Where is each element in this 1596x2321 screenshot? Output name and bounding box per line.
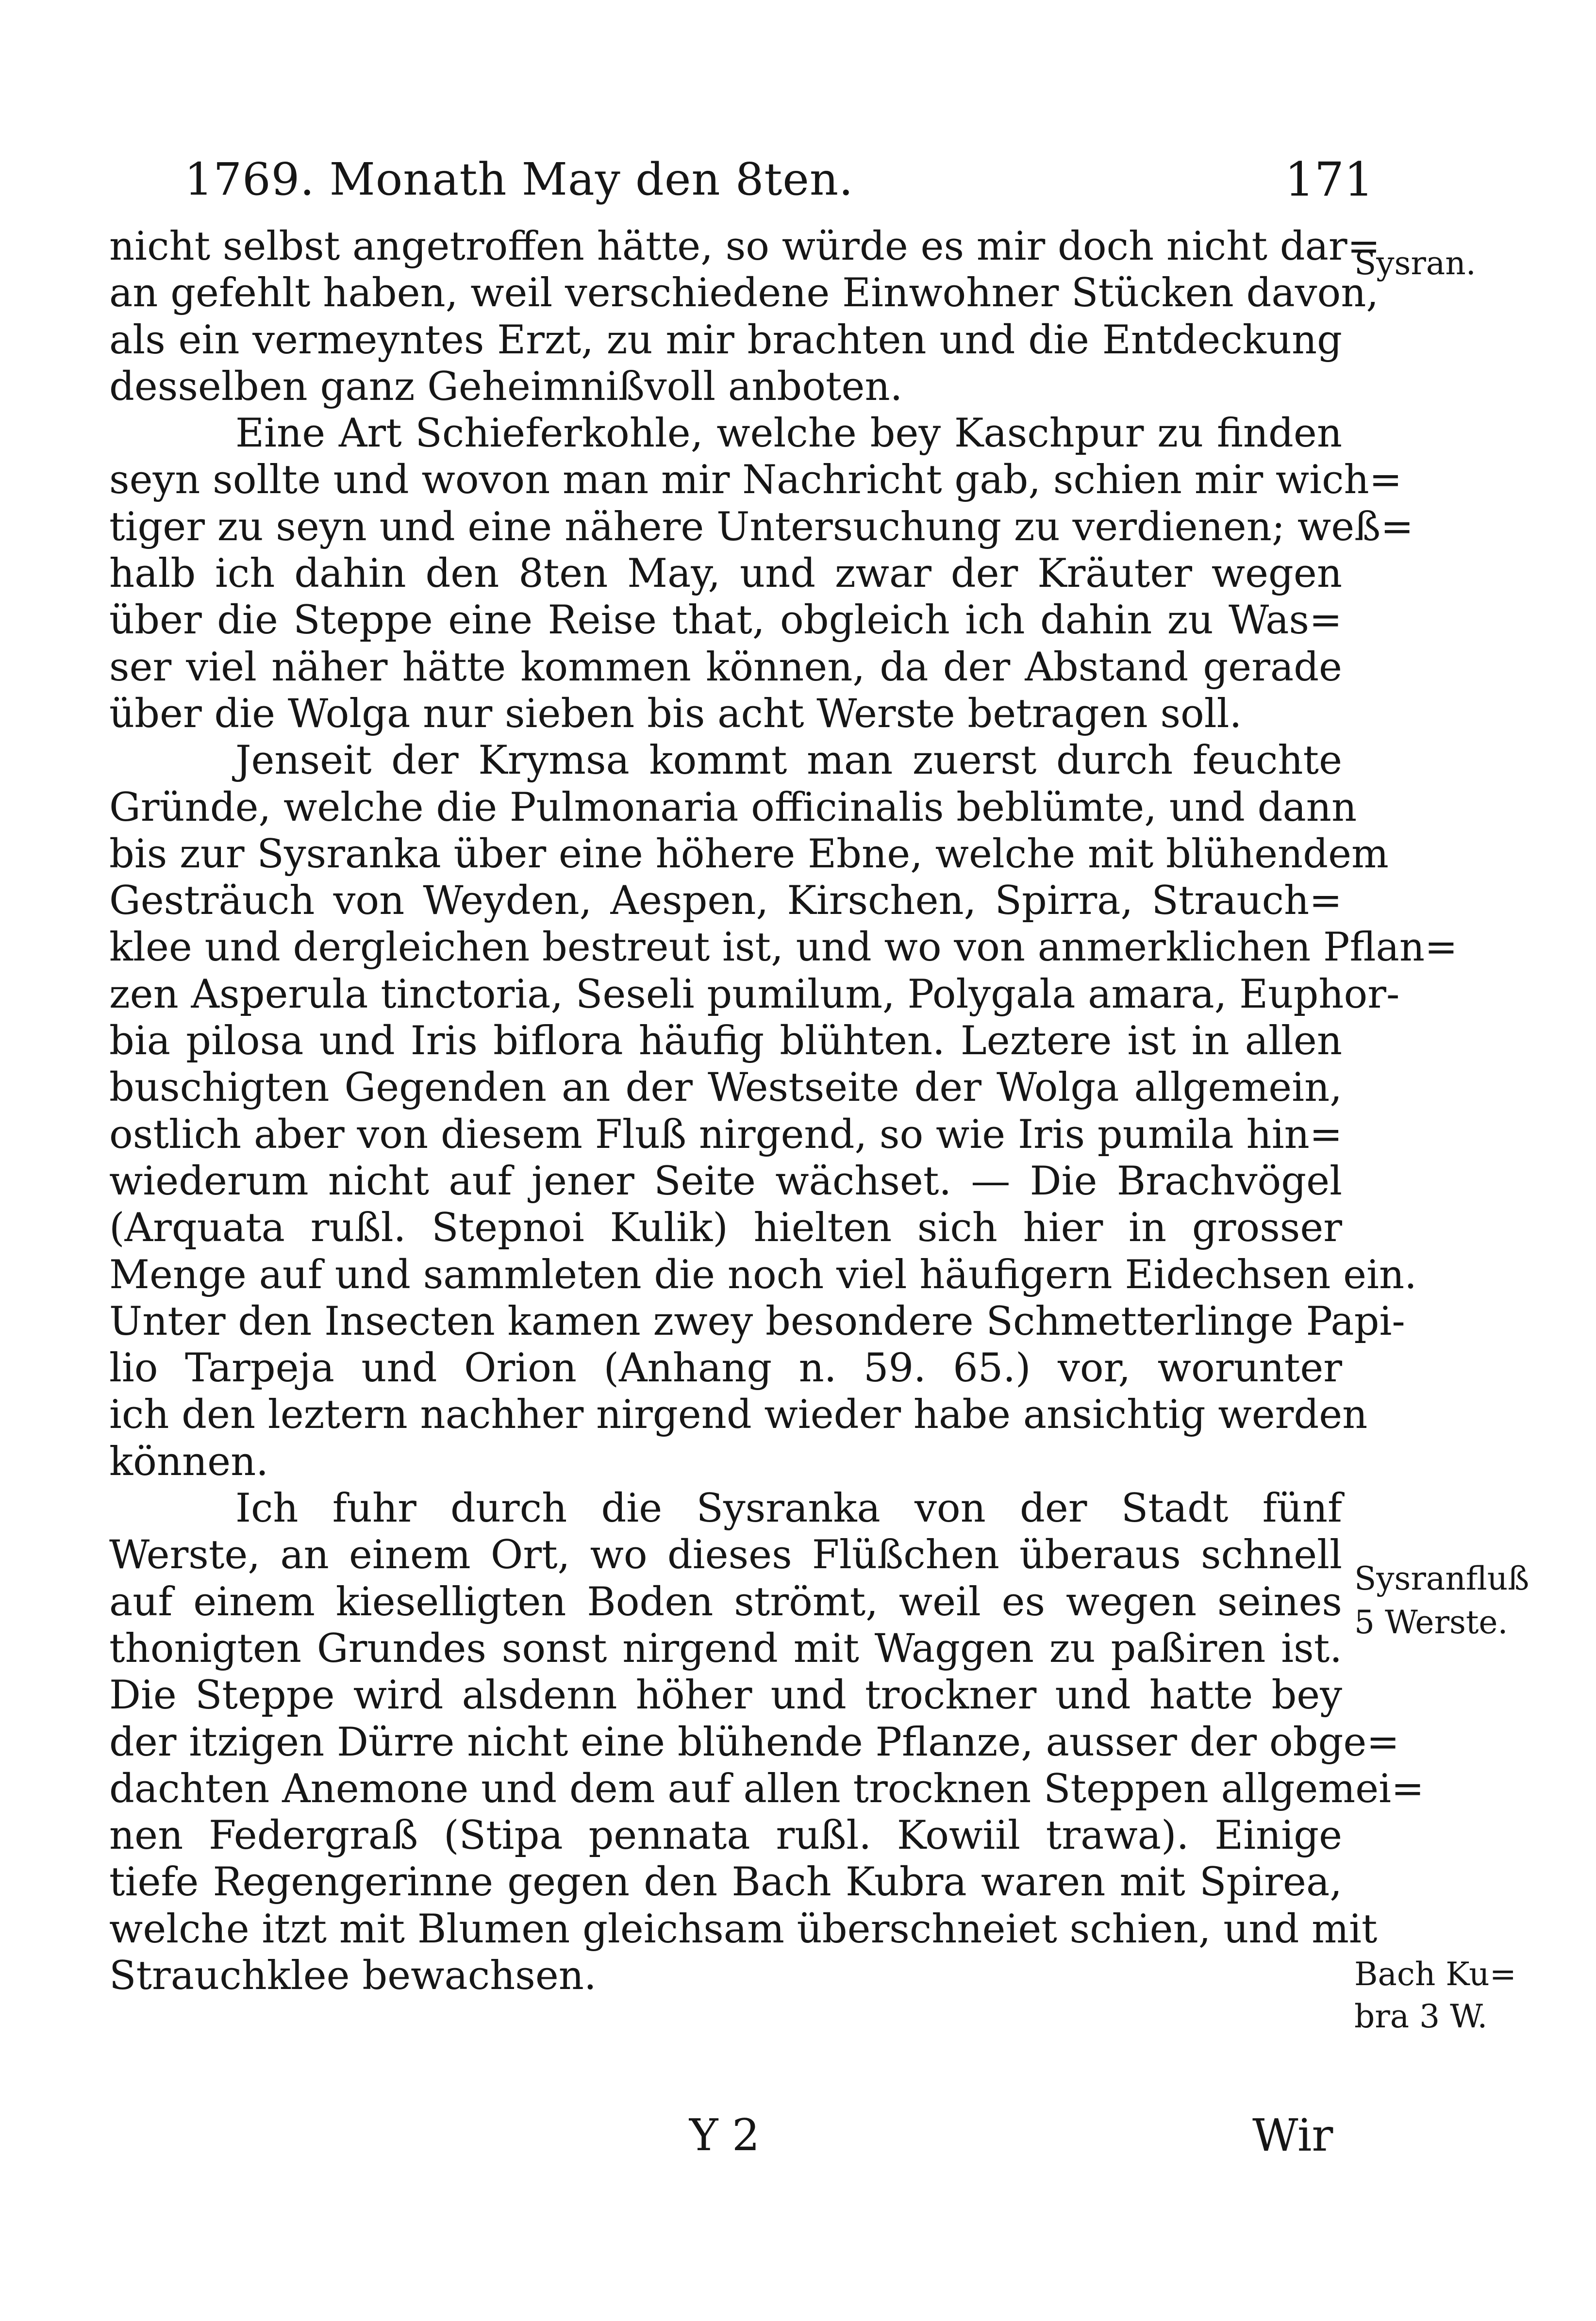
margin-note-sysranfluss: Sysranfluß [1354, 1560, 1530, 1597]
text-line: als ein vermeyntes Erzt, zu mir brachten und die Entdeckung [109, 317, 1342, 363]
text-line: bis zur Sysranka über eine höhere Ebne, welche mit blühendem [109, 831, 1389, 877]
text-line: desselben ganz Geheimnißvoll anboten. [109, 364, 903, 410]
text-line: dachten Anemone und dem auf allen trocknen Steppen allgemei= [109, 1766, 1424, 1812]
text-line: ser viel näher hätte kommen können, da der Abstand gerade [109, 644, 1342, 690]
text-line: nen Federgraß (Stipa pennata rußl. Kowiil trawa). Einige [109, 1813, 1342, 1859]
running-title: 1769. Monath May den 8ten. [184, 153, 854, 205]
text-line: zen Asperula tinctoria, Seseli pumilum, Polygala amara, Euphor- [109, 971, 1400, 1017]
text-line: wiederum nicht auf jener Seite wächset. — Die Brachvögel [109, 1158, 1342, 1204]
text-line: Werste, an einem Ort, wo dieses Flüßchen überaus schnell [109, 1532, 1342, 1578]
text-line: tiefe Regengerinne gegen den Bach Kubra waren mit Spirea, [109, 1859, 1342, 1906]
text-line: Die Steppe wird alsdenn höher und trockner und hatte bey [109, 1673, 1342, 1719]
text-line: ich den leztern nachher nirgend wieder habe ansichtig werden [109, 1392, 1368, 1438]
text-line: können. [109, 1439, 269, 1485]
margin-note-sysran: Sysran. [1354, 245, 1476, 282]
text-line: tiger zu seyn und eine nähere Untersuchung zu verdienen; weß= [109, 504, 1414, 550]
text-line: welche itzt mit Blumen gleichsam überschneiet schien, und mit [109, 1906, 1378, 1952]
page-number: 171 [1284, 152, 1374, 207]
margin-note-bach-kubra: Bach Ku= [1354, 1956, 1516, 1993]
text-line: Gründe, welche die Pulmonaria officinalis beblümte, und dann [109, 784, 1357, 830]
text-line: Jenseit der Krymsa kommt man zuerst durch feuchte [235, 738, 1342, 784]
margin-note-distance: 5 Werste. [1354, 1604, 1508, 1641]
text-line: Ich fuhr durch die Sysranka von der Stadt fünf [235, 1486, 1342, 1532]
text-line: Unter den Insecten kamen zwey besondere Schmetterlinge Papi- [109, 1298, 1405, 1344]
page-footer [0, 2102, 1596, 2179]
text-line: ostlich aber von diesem Fluß nirgend, so wie Iris pumila hin= [109, 1111, 1343, 1158]
text-line: Gesträuch von Weyden, Aespen, Kirschen, Spirra, Strauch= [109, 878, 1342, 924]
text-line: über die Steppe eine Reise that, obgleich ich dahin zu Was= [109, 597, 1342, 644]
text-line: klee und dergleichen bestreut ist, und wo von anmerklichen Pflan= [109, 925, 1458, 971]
text-line: auf einem kieselligten Boden strömt, weil es wegen seines [109, 1579, 1342, 1625]
text-line: Strauchklee bewachsen. [109, 1953, 597, 1999]
text-line: bia pilosa und Iris biflora häufig blühten. Leztere ist in allen [109, 1018, 1342, 1064]
text-line: buschigten Gegenden an der Westseite der Wolga allgemein, [109, 1065, 1342, 1111]
signature-mark: Y 2 [689, 2110, 760, 2161]
catchword: Wir [1252, 2109, 1333, 2161]
text-line: seyn sollte und wovon man mir Nachricht gab, schien mir wich= [109, 457, 1402, 503]
text-line: halb ich dahin den 8ten May, und zwar der Kräuter wegen [109, 551, 1342, 597]
text-line: an gefehlt haben, weil verschiedene Einwohner Stücken davon, [109, 270, 1379, 316]
text-line: Menge auf und sammleten die noch viel häufigern Eidechsen ein. [109, 1252, 1417, 1298]
text-line: (Arquata rußl. Stepnoi Kulik) hielten sich hier in grosser [109, 1205, 1342, 1251]
text-line: nicht selbst angetroffen hätte, so würde es mir doch nicht dar= [109, 224, 1380, 269]
text-line: thonigten Grundes sonst nirgend mit Waggen zu paßiren ist. [109, 1625, 1342, 1672]
text-line: der itzigen Dürre nicht eine blühende Pflanze, ausser der obge= [109, 1719, 1400, 1765]
text-line: lio Tarpeja und Orion (Anhang n. 59. 65.) vor, worunter [109, 1345, 1342, 1392]
text-line: über die Wolga nur sieben bis acht Werste betragen soll. [109, 691, 1242, 737]
margin-note-kubra-distance: bra 3 W. [1354, 1998, 1488, 2035]
running-head [184, 146, 1374, 214]
text-line: Eine Art Schieferkohle, welche bey Kaschpur zu finden [235, 411, 1342, 457]
